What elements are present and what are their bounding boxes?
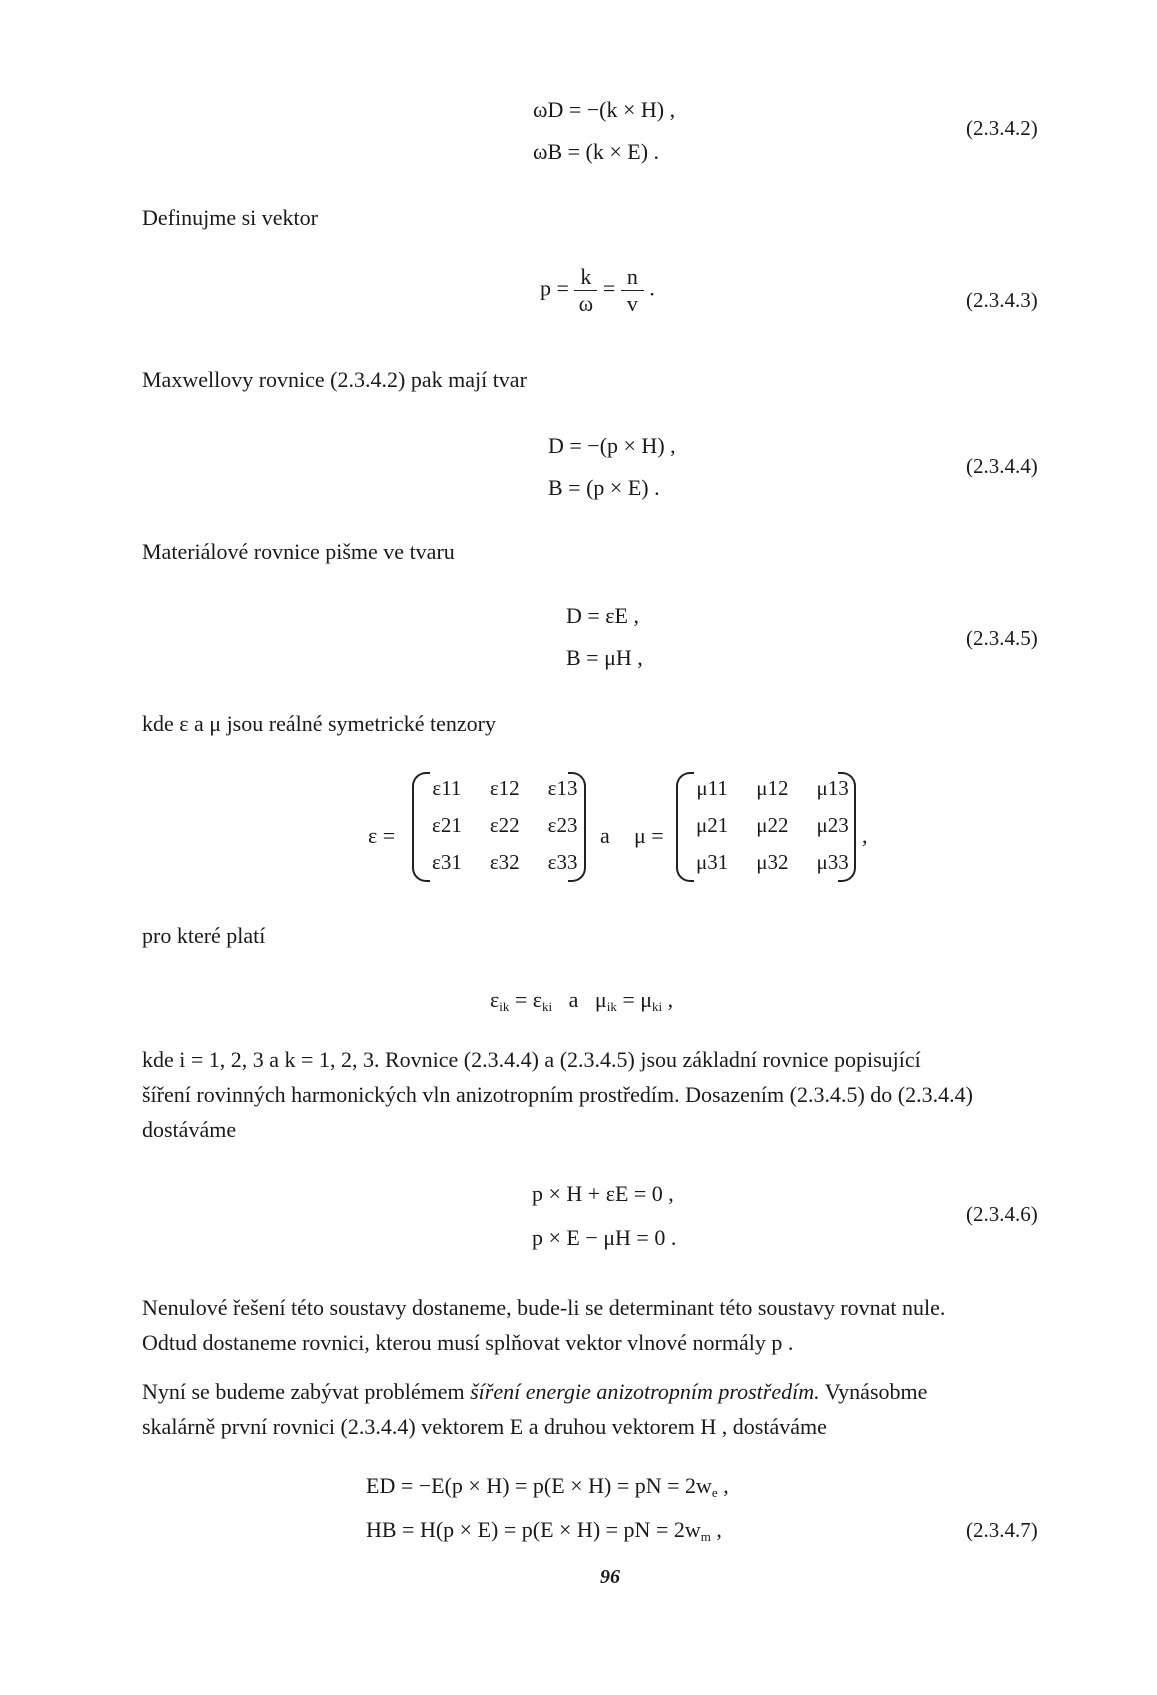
eq-number-2-3-4-7: (2.3.4.7) bbox=[966, 1518, 1038, 1542]
mu-23: μ23 bbox=[816, 813, 849, 837]
text-definujme: Definujme si vektor bbox=[142, 205, 318, 230]
paragraph-line: Nenulové řešení této soustavy dostaneme, bude-li se determinant této soustavy rovnat nule. bbox=[142, 1295, 946, 1320]
eq-number-2-3-4-5: (2.3.4.5) bbox=[966, 626, 1038, 650]
mu-33: μ33 bbox=[816, 850, 849, 874]
eq-3-lhs: p = bbox=[540, 275, 569, 301]
text-materialove: Materiálové rovnice pišme ve tvaru bbox=[142, 539, 455, 564]
paragraph-line: šíření rovinných harmonických vln anizotropním prostředím. Dosazením (2.3.4.5) do (2.3.4.4) bbox=[142, 1082, 973, 1107]
eps-33: ε33 bbox=[547, 850, 578, 874]
matrix-connector-a: a bbox=[600, 823, 610, 848]
text-maxwellovy: Maxwellovy rovnice (2.3.4.2) pak mají tvar bbox=[142, 367, 527, 392]
eq-2-3-4-4-line1: D = −(p × H) , bbox=[548, 433, 676, 458]
eps-21: ε21 bbox=[432, 813, 462, 837]
eq-2-3-4-6-line2: p × E − μH = 0 . bbox=[532, 1225, 677, 1250]
mu-31: μ31 bbox=[696, 850, 729, 874]
paragraph-line: Odtud dostaneme rovnici, kterou musí splňovat vektor vlnové normály p . bbox=[142, 1330, 794, 1355]
eps-32: ε32 bbox=[489, 850, 520, 874]
paragraph-energie bbox=[142, 1374, 1082, 1444]
mu-right-paren bbox=[838, 772, 856, 882]
eq-number-2-3-4-3: (2.3.4.3) bbox=[966, 288, 1038, 312]
text-tenzory: kde ε a μ jsou reálné symetrické tenzory bbox=[142, 711, 496, 736]
fraction-n-v: $\frac{n}{v}$ bbox=[621, 264, 644, 317]
eps-right-paren bbox=[568, 772, 586, 882]
eps-matrix bbox=[418, 770, 591, 881]
mu-matrix-label: μ = bbox=[634, 823, 664, 848]
eq-3-tail: . bbox=[649, 275, 655, 301]
paragraph-line: dostáváme bbox=[142, 1117, 237, 1142]
paragraph-nenulove bbox=[142, 1290, 1082, 1360]
paragraph-line: kde i = 1, 2, 3 a k = 1, 2, 3. Rovnice (2.3.4.4) a (2.3.4.5) jsou základní rovnice popisující bbox=[142, 1047, 921, 1072]
eq-symmetry: $\varepsilon_{ik} = \varepsilon_{ki}$ a $\mu_{ik} = \mu_{ki}$ , bbox=[490, 987, 674, 1014]
mu-12: μ12 bbox=[756, 776, 789, 800]
mu-21: μ21 bbox=[696, 813, 729, 837]
eq-2-3-4-6-line1: p × H + εE = 0 , bbox=[532, 1181, 674, 1206]
eq-2-3-4-4-line2: B = (p × E) . bbox=[548, 475, 660, 500]
eq-3-equals: = bbox=[602, 275, 616, 301]
eq-2-3-4-5-line1: D = εE , bbox=[566, 603, 639, 628]
mu-13: μ13 bbox=[816, 776, 849, 800]
eq-2-3-4-3 bbox=[540, 264, 655, 317]
eps-23: ε23 bbox=[547, 813, 578, 837]
eps-matrix-label: ε = bbox=[368, 823, 396, 848]
eq-number-2-3-4-6: (2.3.4.6) bbox=[966, 1202, 1038, 1226]
paragraph-line: skalárně první rovnici (2.3.4.4) vektorem E a druhou vektorem H , dostáváme bbox=[142, 1414, 827, 1439]
eq-2-3-4-2-line1: ωD = −(k × H) , bbox=[533, 97, 676, 122]
mu-11: μ11 bbox=[696, 776, 728, 800]
eq-2-3-4-7-line2: HB = H(p × E) = p(E × H) = pN = $2w_m$ , bbox=[366, 1517, 722, 1544]
eps-11: ε11 bbox=[432, 776, 462, 800]
paragraph-rovnice bbox=[142, 1042, 1082, 1147]
eps-31: ε31 bbox=[432, 850, 462, 874]
emphasis-energy-propagation: šíření energie anizotropním prostředím. bbox=[470, 1379, 820, 1404]
eps-12: ε12 bbox=[489, 776, 520, 800]
eq-2-3-4-2-line2: ωB = (k × E) . bbox=[533, 139, 660, 164]
page-number: 96 bbox=[600, 1566, 620, 1588]
eps-22: ε22 bbox=[489, 813, 520, 837]
eq-number-2-3-4-2: (2.3.4.2) bbox=[966, 116, 1038, 140]
eq-2-3-4-7-line1: ED = −E(p × H) = p(E × H) = pN = $2w_e$ , bbox=[366, 1473, 729, 1500]
fraction-k-omega: $\frac{k}{\omega}$ bbox=[574, 264, 597, 317]
eps-13: ε13 bbox=[547, 776, 578, 800]
text-pro-ktere-plati: pro které platí bbox=[142, 923, 266, 948]
matrix-tail-comma: , bbox=[862, 823, 868, 848]
eq-number-2-3-4-4: (2.3.4.4) bbox=[966, 454, 1038, 478]
mu-22: μ22 bbox=[756, 813, 789, 837]
mu-32: μ32 bbox=[756, 850, 789, 874]
paragraph-line: Nyní se budeme zabývat problémem šíření energie anizotropním prostředím. Vynásobme bbox=[142, 1379, 928, 1404]
eq-2-3-4-5-line2: B = μH , bbox=[566, 645, 643, 670]
mu-matrix bbox=[682, 770, 863, 881]
